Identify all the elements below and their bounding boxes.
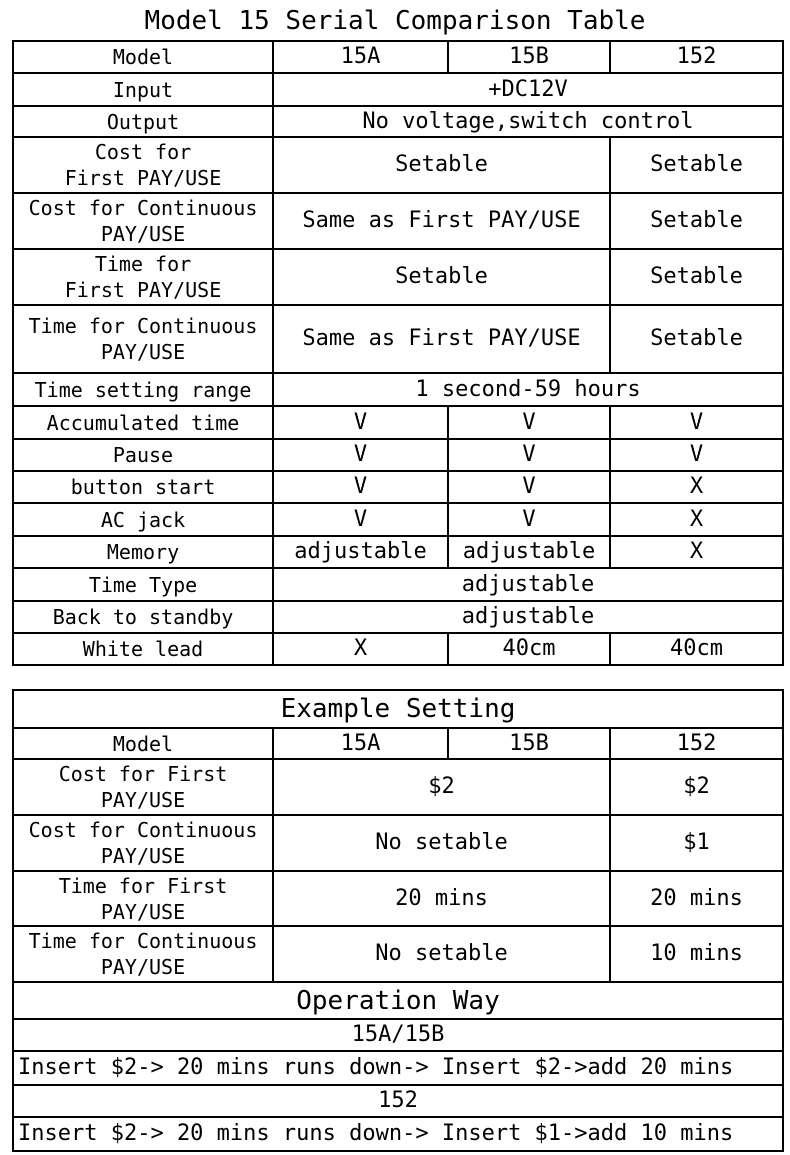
table-row [13,601,783,633]
row-label: button start [13,471,273,503]
cell-value: Same as First PAY/USE [273,193,610,249]
cell-value: adjustable [273,601,783,633]
table-row [13,439,783,471]
label-line: Time for First [58,873,228,898]
header-15a: 15A [273,41,448,73]
cell-value: V [273,503,448,536]
cell-value: Setable [610,193,783,249]
table-row [13,373,783,406]
table-row [13,728,783,759]
label-line: Time for [94,252,192,276]
row-label [13,926,273,982]
label-line: PAY/USE [100,340,186,364]
label-line: Cost for First [58,762,228,786]
header-152: 152 [610,41,783,73]
table-row [13,815,783,871]
header-15b: 15B [448,41,610,73]
example-title: Example Setting [13,690,783,728]
label-line: PAY/USE [100,844,186,868]
cell-value: V [610,439,783,471]
table-row [13,1117,783,1151]
header-label: Model [13,41,273,73]
table-row [13,137,783,193]
cell-value: V [273,406,448,439]
cell-value: No setable [273,926,610,982]
header-label: Model [13,728,273,759]
table-row [13,759,783,815]
operation-model: 152 [13,1085,783,1117]
cell-value: V [273,439,448,471]
header-152: 152 [610,728,783,759]
label-line: First PAY/USE [64,166,222,190]
label-line: Time for Continuous [28,929,258,953]
table-row [13,1019,783,1051]
row-label: Output [13,106,273,137]
header-15b: 15B [448,728,610,759]
label-line: PAY/USE [100,788,186,812]
cell-value: $2 [273,759,610,815]
table-row [13,73,783,106]
cell-value: 40cm [448,633,610,665]
example-table [12,689,784,1152]
table-row [13,1051,783,1085]
cell-value: Setable [273,137,610,193]
cell-value: X [610,536,783,568]
header-15a: 15A [273,728,448,759]
row-label: AC jack [13,503,273,536]
operation-text: Insert $2-> 20 mins runs down-> Insert $2->add 20 mins [13,1051,783,1085]
page-title: Model 15 Serial Comparison Table [144,6,646,36]
row-label: Pause [13,439,273,471]
cell-value: adjustable [448,536,610,568]
table-row [13,536,783,568]
cell-value: V [448,503,610,536]
output-value: No voltage,switch control [273,106,783,137]
table-row [13,926,783,982]
cell-value: No setable [273,815,610,871]
cell-value: 10 mins [610,926,783,982]
table-row [13,471,783,503]
cell-value: X [273,633,448,665]
label-line: First PAY/USE [64,278,222,302]
cell-value: Setable [610,137,783,193]
label-line: Cost for [94,140,192,164]
row-label: Time Type [13,568,273,601]
cell-value: X [610,503,783,536]
table-row [13,249,783,305]
table-row [13,568,783,601]
row-label: Time setting range [13,373,273,406]
operation-title: Operation Way [13,982,783,1019]
row-label: Input [13,73,273,106]
cell-value: 1 second-59 hours [273,373,783,406]
cell-value: V [448,471,610,503]
row-label: Back to standby [13,601,273,633]
cell-value: 20 mins [610,871,783,926]
cell-value: Setable [610,305,783,373]
label-line: PAY/USE [100,899,186,924]
row-label: Memory [13,536,273,568]
cell-value: Same as First PAY/USE [273,305,610,373]
row-label [13,871,273,926]
cell-value: V [610,406,783,439]
cell-value: 20 mins [273,871,610,926]
cell-value: X [610,471,783,503]
row-label: Accumulated time [13,406,273,439]
table-row [13,982,783,1019]
cell-value: 40cm [610,633,783,665]
table-row [13,305,783,373]
cell-value: V [448,439,610,471]
comparison-table [12,40,784,666]
label-line: PAY/USE [100,222,186,246]
cell-value: Setable [610,249,783,305]
cell-value: adjustable [273,536,448,568]
cell-value: V [448,406,610,439]
label-line: Time for Continuous [28,314,258,338]
table-row [13,193,783,249]
table-row [13,503,783,536]
row-label [13,815,273,871]
row-label [13,137,273,193]
cell-value: V [273,471,448,503]
table-row [13,871,783,926]
table-row [13,633,783,665]
cell-value: $1 [610,815,783,871]
row-label: White lead [13,633,273,665]
cell-value: adjustable [273,568,783,601]
cell-value: Setable [273,249,610,305]
operation-model: 15A/15B [13,1019,783,1051]
table-row [13,106,783,137]
cell-value: $2 [610,759,783,815]
label-line: Cost for Continuous [28,818,258,842]
row-label [13,305,273,373]
row-label [13,249,273,305]
operation-text: Insert $2-> 20 mins runs down-> Insert $1->add 10 mins [13,1117,783,1151]
table-row [13,690,783,728]
row-label [13,759,273,815]
table-row [13,406,783,439]
label-line: Cost for Continuous [28,196,258,220]
input-value: +DC12V [273,73,783,106]
table-row [13,1085,783,1117]
row-label [13,193,273,249]
label-line: PAY/USE [100,955,186,979]
table-row [13,41,783,73]
